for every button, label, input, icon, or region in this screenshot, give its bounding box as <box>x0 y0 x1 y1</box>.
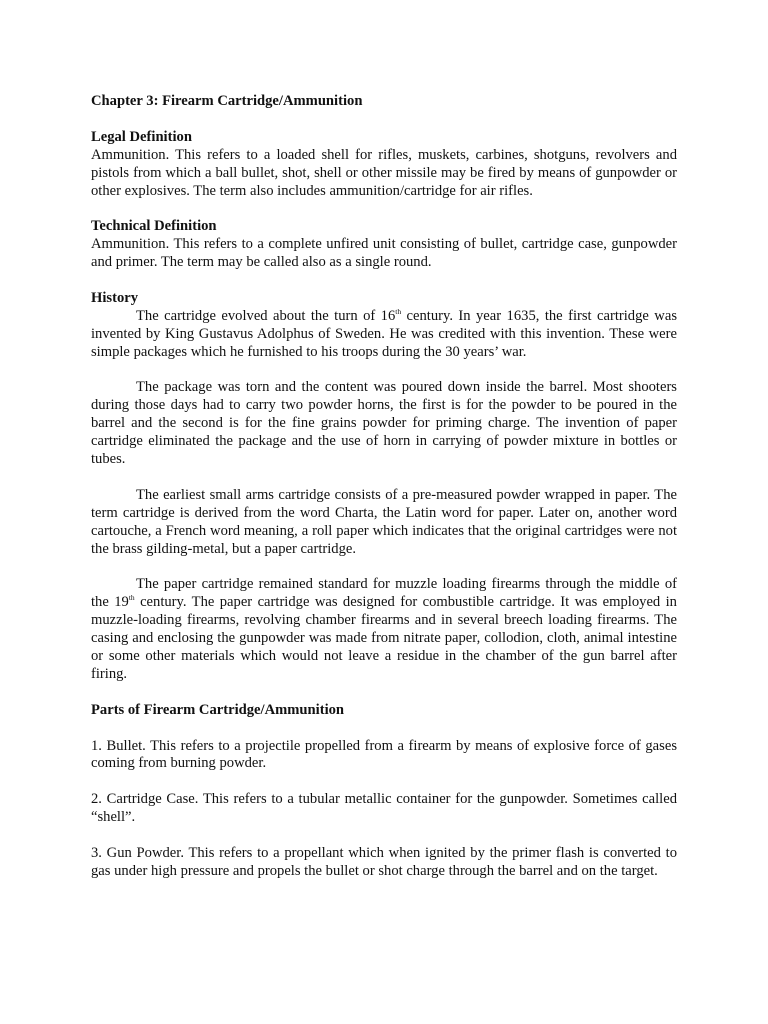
history-heading: History <box>91 289 139 306</box>
chapter-title: Chapter 3: Firearm Cartridge/Ammunition <box>91 93 363 109</box>
history-p1-text-start: The cartridge evolved about the turn of 16 <box>136 307 396 324</box>
parts-item-gun-powder: 3. Gun Powder. This refers to a propellant which when ignited by the primer flash is converted to gas under high pressure and propels the bullet or shot charge through the barrel and on the target. <box>91 844 677 879</box>
parts-section <box>91 702 677 881</box>
history-paragraph-2: The package was torn and the content was poured down inside the barrel. Most shooters during those days had to carry two powder horns, the first is for the powder to be poured in the barrel and the second is for the fine grains powder for priming charge. The invention of paper cartridge eliminated the package and the use of horn in carrying of powder mixture in bottles or tubes. <box>91 379 677 468</box>
document-page <box>91 93 677 899</box>
legal-definition-text: Ammunition. This refers to a loaded shell for rifles, muskets, carbines, shotguns, revolvers and pistols from which a ball bullet, shot, shell or other missile may be fired by means of gunpowder or other explosives. The term also includes ammunition/cartridge for air rifles. <box>91 146 677 199</box>
legal-definition-section <box>91 129 677 201</box>
history-p4-text-end: century. The paper cartridge was designed for combustible cartridge. It was employed in muzzle-loading firearms, revolving chamber firearms and in several breech loading firearms. The casing and enclosing the gunpowder was made from nitrate paper, collodion, cloth, animal intestine or some other materials which would not leave a residue in the chamber of the gun barrel after firing. <box>91 594 677 682</box>
history-section <box>91 290 677 684</box>
technical-definition-heading: Technical Definition <box>91 218 217 235</box>
history-paragraph-3: The earliest small arms cartridge consists of a pre-measured powder wrapped in paper. The term cartridge is derived from the word Charta, the Latin word for paper. Later on, another word cartouche, a French word meaning, a roll paper which indicates that the original cartridges were not the brass gilding-metal, but a paper cartridge. <box>91 486 677 557</box>
technical-definition-text: Ammunition. This refers to a complete unfired unit consisting of bullet, cartridge case, gunpowder and primer. The term may be called also as a single round. <box>91 236 677 271</box>
legal-definition-heading: Legal Definition <box>91 128 192 145</box>
parts-heading: Parts of Firearm Cartridge/Ammunition <box>91 701 345 718</box>
history-p4-text-start: The paper cartridge remained standard for muzzle loading firearms through the middle of the 19 <box>91 576 677 611</box>
parts-item-cartridge-case: 2. Cartridge Case. This refers to a tubular metallic container for the gunpowder. Sometimes called “shell”. <box>91 791 677 826</box>
history-paragraph-4 <box>91 576 677 683</box>
parts-item-bullet: 1. Bullet. This refers to a projectile propelled from a firearm by means of explosive force of gases coming from burning powder. <box>91 737 677 772</box>
history-p1-superscript: th <box>395 306 402 316</box>
history-paragraph-1 <box>91 308 677 362</box>
technical-definition-section <box>91 218 677 272</box>
history-p1-text-end: century. In year 1635, the first cartridge was invented by King Gustavus Adolphus of Sweden. He was credited with this invention. These were simple packages which he furnished to his troops during the 30 years’ war. <box>91 307 677 360</box>
history-p4-superscript: th <box>128 593 135 603</box>
